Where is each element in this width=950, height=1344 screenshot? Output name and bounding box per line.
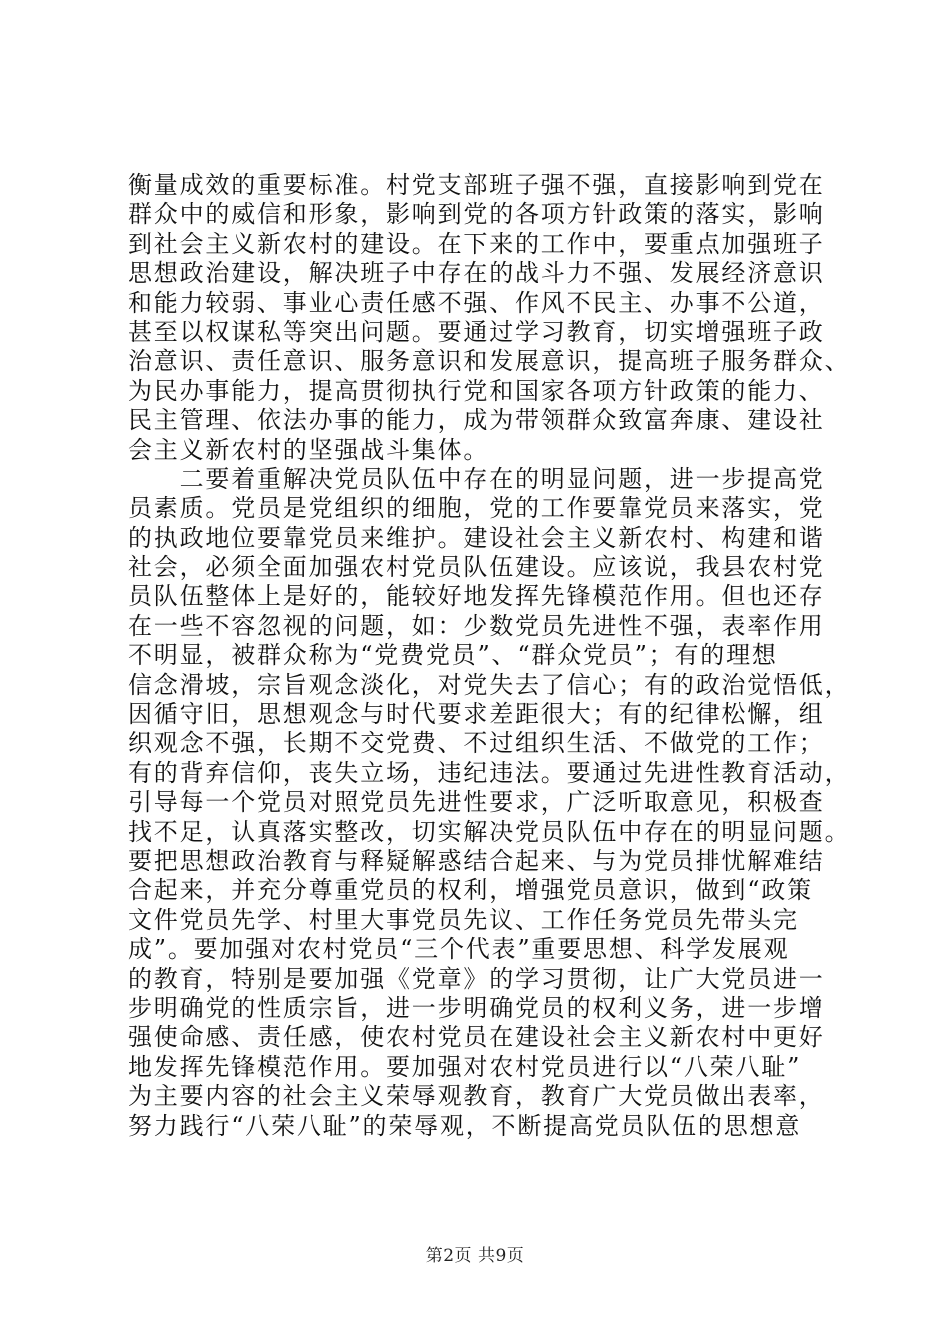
text-line: 强使命感、责任感，使农村党员在建设社会主义新农村中更好 bbox=[128, 1023, 825, 1052]
text-line: 社会，必须全面加强农村党员队伍建设。应该说，我县农村党 bbox=[128, 553, 825, 582]
text-line: 因循守旧，思想观念与时代要求差距很大；有的纪律松懈，组 bbox=[128, 700, 825, 729]
text-line: 思想政治建设，解决班子中存在的战斗力不强、发展经济意识 bbox=[128, 259, 825, 288]
text-line: 织观念不强，长期不交党费、不过组织生活、不做党的工作； bbox=[128, 729, 825, 758]
body-text bbox=[128, 171, 851, 1141]
text-line: 不明显，被群众称为“党费党员”、“群众党员”；有的理想 bbox=[128, 641, 778, 670]
text-line: 员队伍整体上是好的，能较好地发挥先锋模范作用。但也还存 bbox=[128, 582, 825, 611]
text-line: 甚至以权谋私等突出问题。要通过学习教育，切实增强班子政 bbox=[128, 317, 825, 346]
text-line: 到社会主义新农村的建设。在下来的工作中，要重点加强班子 bbox=[128, 229, 825, 258]
text-line: 会主义新农村的坚强战斗集体。 bbox=[128, 435, 490, 464]
text-line: 的执政地位要靠党员来维护。建设社会主义新农村、构建和谐 bbox=[128, 523, 825, 552]
text-line: 治意识、责任意识、服务意识和发展意识，提高班子服务群众、 bbox=[128, 347, 851, 376]
text-line: 引导每一个党员对照党员先进性要求，广泛听取意见，积极查 bbox=[128, 788, 825, 817]
text-line: 要把思想政治教育与释疑解惑结合起来、与为党员排忧解难结 bbox=[128, 846, 825, 875]
text-line: 民主管理、依法办事的能力，成为带领群众致富奔康、建设社 bbox=[128, 406, 825, 435]
text-line: 员素质。党员是党组织的细胞，党的工作要靠党员来落实，党 bbox=[128, 494, 825, 523]
text-line: 成”。要加强对农村党员“三个代表”重要思想、科学发展观 bbox=[128, 935, 790, 964]
text-line: 为主要内容的社会主义荣辱观教育，教育广大党员做出表率， bbox=[128, 1082, 825, 1111]
text-line: 步明确党的性质宗旨，进一步明确党员的权利义务，进一步增 bbox=[128, 993, 825, 1022]
text-line: 的教育，特别是要加强《党章》的学习贯彻，让广大党员进一 bbox=[128, 964, 825, 993]
text-line: 和能力较弱、事业心责任感不强、作风不民主、办事不公道， bbox=[128, 288, 825, 317]
page-footer: 第2页 共9页 bbox=[425, 1246, 525, 1266]
text-line: 合起来，并充分尊重党员的权利，增强党员意识，做到“政策 bbox=[128, 876, 813, 905]
text-line: 找不足，认真落实整改，切实解决党员队伍中存在的明显问题。 bbox=[128, 817, 851, 846]
text-line: 衡量成效的重要标准。村党支部班子强不强，直接影响到党在 bbox=[128, 171, 825, 199]
text-line: 文件党员先学、村里大事党员先议、工作任务党员先带头完 bbox=[128, 905, 799, 934]
text-line: 二要着重解决党员队伍中存在的明显问题，进一步提高党 bbox=[128, 464, 825, 493]
text-line: 努力践行“八荣八耻”的荣辱观，不断提高党员队伍的思想意 bbox=[128, 1111, 802, 1140]
text-line: 信念滑坡，宗旨观念淡化，对党失去了信心；有的政治觉悟低， bbox=[128, 670, 851, 699]
text-line: 为民办事能力，提高贯彻执行党和国家各项方针政策的能力、 bbox=[128, 376, 825, 405]
text-line: 地发挥先锋模范作用。要加强对农村党员进行以“八荣八耻” bbox=[128, 1052, 802, 1081]
text-line: 有的背弃信仰，丧失立场，违纪违法。要通过先进性教育活动， bbox=[128, 758, 851, 787]
text-line: 群众中的威信和形象，影响到党的各项方针政策的落实，影响 bbox=[128, 200, 825, 229]
text-line: 在一些不容忽视的问题，如：少数党员先进性不强，表率作用 bbox=[128, 611, 825, 640]
